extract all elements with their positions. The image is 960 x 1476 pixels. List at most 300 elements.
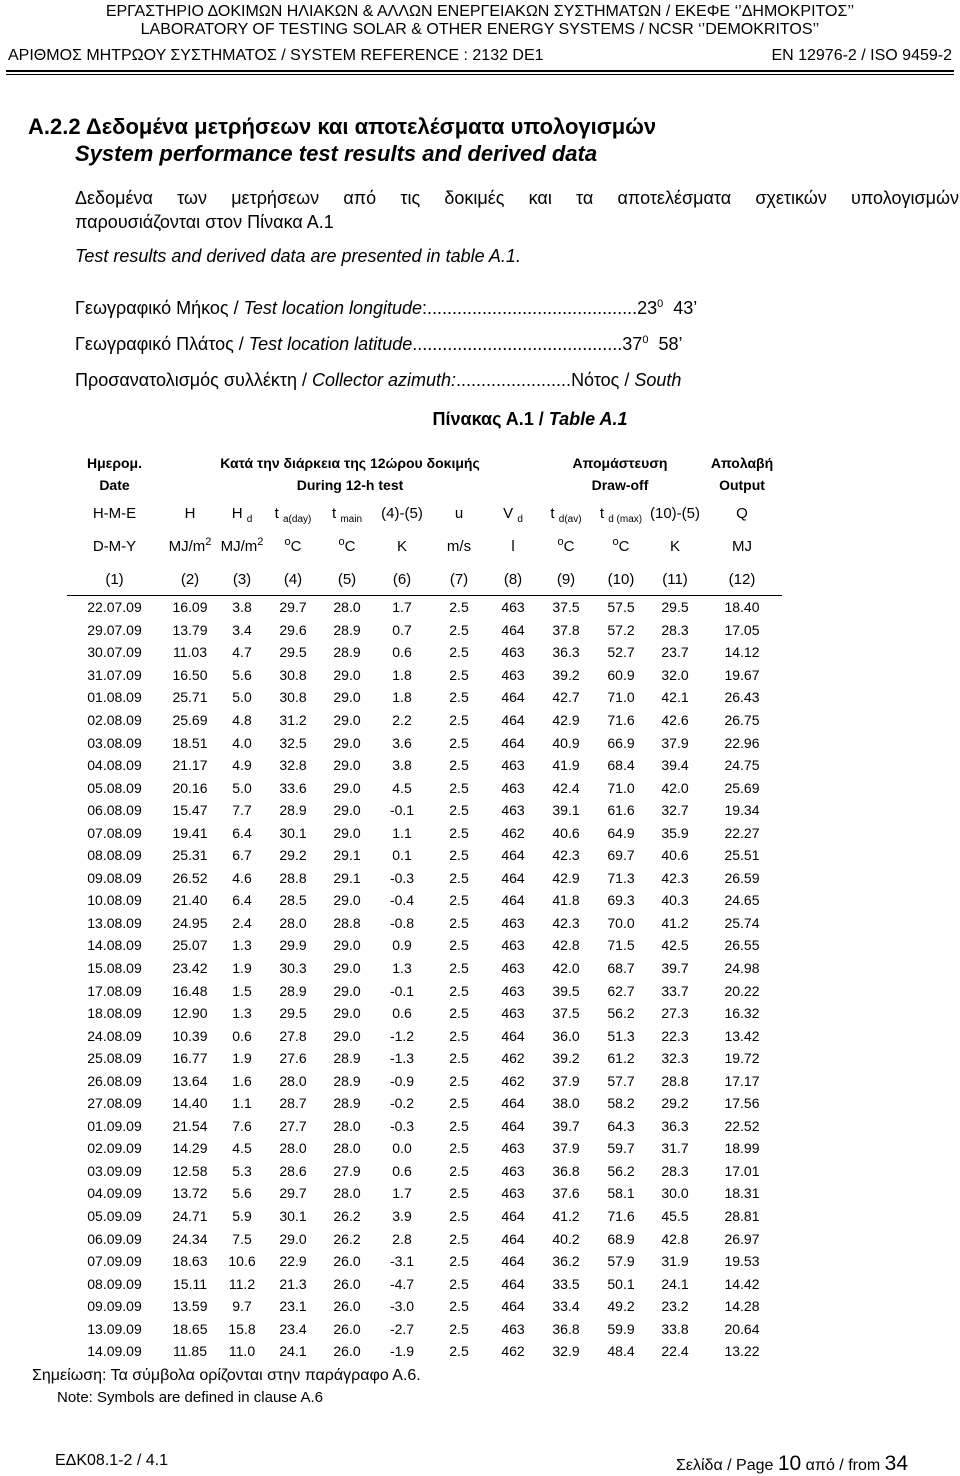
- table-title-english: Table A.1: [548, 409, 628, 429]
- table-cell: -3.1: [389, 1253, 415, 1270]
- column-number: (3): [232, 570, 252, 588]
- table-cell: 0.1: [392, 847, 412, 864]
- table-row: [67, 1069, 782, 1092]
- table-cell: 28.7: [279, 1095, 307, 1112]
- unit-superscript: o: [557, 535, 564, 548]
- table-cell: 22.96: [724, 734, 760, 751]
- table-cell: 71.5: [607, 937, 635, 954]
- table-cell: 28.6: [279, 1162, 307, 1179]
- column-number: (5): [337, 570, 357, 588]
- table-row: [67, 799, 782, 822]
- longitude-leader: :..........................................: [422, 298, 638, 318]
- table-cell: 17.01: [724, 1162, 760, 1179]
- table-cell: 23.7: [661, 644, 689, 661]
- table-cell: 57.7: [607, 1072, 635, 1089]
- table-cell: 462: [501, 1072, 525, 1089]
- table-cell: 29.0: [333, 689, 361, 706]
- table-cell: 24.34: [172, 1230, 208, 1247]
- table-cell: 1.9: [232, 1050, 252, 1067]
- table-cell: 3.9: [392, 1208, 412, 1225]
- column-number: (8): [503, 570, 523, 588]
- table-cell: 36.8: [552, 1162, 580, 1179]
- table-cell: 32.8: [279, 757, 307, 774]
- table-cell: 2.4: [232, 914, 252, 931]
- table-cell: 2.5: [449, 1320, 469, 1337]
- table-cell: 09.08.09: [87, 869, 142, 886]
- table-cell: 2.5: [449, 1253, 469, 1270]
- table-row: [67, 664, 782, 687]
- table-cell: 463: [501, 914, 525, 931]
- group-test: [162, 451, 538, 497]
- table-cell: 27.7: [279, 1117, 307, 1134]
- column-number: (2): [180, 570, 200, 588]
- table-cell: 21.17: [172, 757, 208, 774]
- column-number: (4): [283, 570, 303, 588]
- table-cell: -0.1: [389, 802, 415, 819]
- table-cell: 38.0: [552, 1095, 580, 1112]
- table-cell: 29.0: [333, 734, 361, 751]
- table-cell: 03.09.09: [87, 1162, 142, 1179]
- table-cell: 26.52: [172, 869, 208, 886]
- table-cell: -1.2: [389, 1027, 415, 1044]
- table-cell: -0.9: [389, 1072, 415, 1089]
- table-cell: 5.6: [232, 1185, 252, 1202]
- table-cell: 0.9: [392, 937, 412, 954]
- table-cell: 28.5: [279, 892, 307, 909]
- column-number: (1): [105, 570, 124, 588]
- table-cell: 71.6: [607, 1208, 635, 1225]
- table-cell: 18.08.09: [87, 1005, 142, 1022]
- unit-text: C: [563, 537, 575, 555]
- symbol-subscript: d (max): [608, 513, 643, 525]
- table-cell: 1.8: [392, 689, 412, 706]
- table-cell: 05.09.09: [87, 1208, 142, 1225]
- symbol-header: [374, 497, 430, 529]
- longitude-label-greek: Γεωγραφικό Μήκος /: [75, 298, 244, 318]
- degree-mark: 0: [642, 334, 649, 346]
- group-date-english: Date: [99, 477, 130, 493]
- table-cell: 37.9: [552, 1140, 580, 1157]
- table-cell: 37.9: [661, 734, 689, 751]
- unit-text: D-M-Y: [92, 537, 137, 555]
- table-cell: 68.4: [607, 757, 635, 774]
- table-cell: 40.3: [661, 892, 689, 909]
- table-cell: 463: [488, 596, 538, 619]
- table-cell: 3.6: [392, 734, 412, 751]
- table-cell: 29.0: [333, 802, 361, 819]
- table-cell: 463: [501, 1162, 525, 1179]
- symbol-text: (10)-(5): [649, 504, 700, 522]
- table-cell: 29.0: [279, 1230, 307, 1247]
- table-cell: 39.1: [552, 802, 580, 819]
- table-cell: 31.07.09: [87, 666, 142, 683]
- table-cell: 2.5: [449, 644, 469, 661]
- column-number: (7): [449, 570, 469, 588]
- table-cell: 26.55: [724, 937, 760, 954]
- table-cell: 62.7: [607, 982, 635, 999]
- table-cell: 28.81: [724, 1208, 760, 1225]
- table-cell: 4.9: [232, 757, 252, 774]
- table-cell: 12.58: [172, 1162, 208, 1179]
- table-cell: 28.9: [333, 1095, 361, 1112]
- table-cell: 1.8: [392, 666, 412, 683]
- footer-page-label: Σελίδα / Page: [675, 1457, 778, 1474]
- table-cell: 07.09.09: [87, 1253, 142, 1270]
- table-cell: 12.90: [172, 1005, 208, 1022]
- symbol-header: [594, 497, 648, 529]
- symbol-header: [320, 497, 374, 529]
- unit-text: MJ/m: [168, 537, 206, 555]
- footer-page-info: [676, 1452, 908, 1476]
- table-cell: 61.6: [607, 802, 635, 819]
- latitude-degrees: 37: [622, 334, 643, 354]
- unit-header: [538, 529, 594, 563]
- table-cell: -1.3: [389, 1050, 415, 1067]
- intro-greek-line-2: παρουσιάζονται στον Πίνακα Α.1: [75, 212, 334, 232]
- symbol-subscript: d: [517, 513, 523, 525]
- table-cell: 0.6: [232, 1027, 252, 1044]
- table-cell: 37.8: [552, 621, 580, 638]
- table-cell: 28.9: [279, 802, 307, 819]
- table-cell: 464: [501, 847, 525, 864]
- unit-text: l: [511, 537, 515, 555]
- table-row: [67, 1250, 782, 1273]
- table-cell: 21.3: [279, 1275, 307, 1292]
- table-cell: 68.9: [607, 1230, 635, 1247]
- table-cell: 6.4: [232, 892, 252, 909]
- table-row: [67, 1318, 782, 1341]
- symbol-text: H-M-E: [92, 504, 137, 522]
- table-title-greek: Πίνακας Α.1 /: [432, 409, 549, 429]
- unit-header: [702, 529, 782, 563]
- table-cell: -2.7: [389, 1320, 415, 1337]
- table-cell: 40.6: [661, 847, 689, 864]
- table-cell: 64.3: [607, 1117, 635, 1134]
- table-cell: 1.6: [232, 1072, 252, 1089]
- table-row: [67, 1047, 782, 1070]
- standard-reference: EN 12976-2 / ISO 9459-2: [771, 47, 952, 64]
- symbol-header: [162, 497, 218, 529]
- note-greek: Σημείωση: Τα σύμβολα ορίζονται στην παράγραφο Α.6.: [32, 1367, 421, 1384]
- table-cell: 25.74: [724, 914, 760, 931]
- table-cell: 24.71: [172, 1208, 208, 1225]
- group-test-english: During 12-h test: [296, 477, 404, 493]
- table-cell: 1.3: [232, 1005, 252, 1022]
- table-row: [67, 1137, 782, 1160]
- table-cell: 30.1: [279, 1208, 307, 1225]
- table-cell: 26.59: [724, 869, 760, 886]
- table-symbol-row: [67, 497, 782, 529]
- symbol-text: (4)-(5): [381, 504, 423, 522]
- table-cell: 61.2: [607, 1050, 635, 1067]
- table-cell: 4.6: [232, 869, 252, 886]
- symbol-header: [488, 497, 538, 529]
- table-cell: 18.51: [172, 734, 208, 751]
- table-cell: 27.8: [279, 1027, 307, 1044]
- symbol-header: [67, 497, 162, 529]
- table-cell: 21.40: [172, 892, 208, 909]
- table-cell: 29.0: [333, 960, 361, 977]
- table-cell: 23.1: [279, 1298, 307, 1315]
- table-row: [67, 709, 782, 732]
- table-cell: 42.9: [552, 712, 580, 728]
- table-cell: 58.1: [607, 1185, 635, 1202]
- table-cell: 464: [501, 1027, 525, 1044]
- table-cell: 26.0: [333, 1298, 361, 1315]
- table-cell: 2.5: [449, 869, 469, 886]
- table-cell: 68.7: [607, 960, 635, 977]
- table-cell: 5.0: [232, 689, 252, 706]
- group-date: [67, 451, 162, 497]
- table-cell: 39.5: [552, 982, 580, 999]
- table-cell: 01.08.09: [87, 689, 142, 706]
- table-cell: 58.2: [607, 1095, 635, 1112]
- header-line-3: [8, 47, 952, 65]
- table-cell: 64.9: [607, 824, 635, 841]
- table-cell: 22.52: [724, 1117, 760, 1134]
- table-row: [67, 1092, 782, 1115]
- table-cell: 39.2: [552, 666, 580, 683]
- symbol-subscript: main: [340, 513, 363, 525]
- table-cell: 14.28: [724, 1298, 760, 1315]
- table-cell: 30.07.09: [87, 644, 142, 661]
- latitude-label-english: Test location latitude: [248, 334, 413, 354]
- table-cell: 2.5: [449, 779, 469, 796]
- table-row: [67, 1205, 782, 1228]
- table-cell: 463: [501, 1005, 525, 1022]
- table-cell: 28.9: [333, 644, 361, 661]
- table-cell: 69.3: [607, 892, 635, 909]
- table-cell: 13.59: [172, 1298, 208, 1315]
- symbol-header: [538, 497, 594, 529]
- table-cell: 29.07.09: [87, 621, 142, 638]
- column-number: (12): [728, 570, 756, 588]
- table-title: [0, 409, 960, 430]
- unit-header: [266, 529, 320, 563]
- table-cell: 29.0: [333, 1005, 361, 1022]
- unit-text: C: [344, 537, 356, 555]
- table-row: [67, 1295, 782, 1318]
- table-cell: 1.9: [232, 960, 252, 977]
- table-cell: 463: [501, 1320, 525, 1337]
- group-output-english: Output: [719, 477, 765, 493]
- intro-greek-line-1: Δεδομένα των μετρήσεων από τις δοκιμές και τα αποτελέσματα σχετικών υπολογισμών: [75, 188, 959, 208]
- table-cell: 6.4: [232, 824, 252, 841]
- unit-text: C: [290, 537, 302, 555]
- table-cell: 26.0: [333, 1253, 361, 1270]
- table-cell: 15.11: [173, 1275, 207, 1292]
- longitude-minutes: 43’: [673, 298, 698, 318]
- table-cell: 28.0: [320, 596, 374, 619]
- table-cell: 49.2: [607, 1298, 635, 1315]
- table-cell: 01.09.09: [87, 1117, 142, 1134]
- table-cell: 11.0: [228, 1343, 256, 1360]
- intro-english: Test results and derived data are presented in table A.1.: [75, 246, 521, 266]
- table-cell: 52.7: [607, 644, 635, 661]
- table-cell: 13.08.09: [87, 914, 142, 931]
- table-cell: 69.7: [607, 847, 635, 864]
- table-cell: 18.99: [724, 1140, 760, 1157]
- table-cell: 42.4: [552, 779, 580, 796]
- symbol-text: u: [454, 504, 464, 522]
- table-cell: 0.0: [392, 1140, 412, 1157]
- table-cell: 23.4: [279, 1320, 307, 1337]
- table-cell: 13.09.09: [87, 1320, 142, 1337]
- symbol-header: [430, 497, 488, 529]
- table-row: [67, 1024, 782, 1047]
- table-cell: 28.9: [333, 1072, 361, 1089]
- table-cell: 41.2: [552, 1208, 580, 1225]
- symbol-text: t: [331, 504, 337, 522]
- table-cell: 22.4: [661, 1343, 689, 1360]
- table-cell: 0.6: [392, 1005, 412, 1022]
- table-cell: 463: [501, 666, 525, 683]
- table-cell: 04.08.09: [87, 757, 142, 774]
- table-cell: 39.4: [661, 757, 689, 774]
- table-row: [67, 1182, 782, 1205]
- table-cell: 14.12: [724, 644, 760, 661]
- table-cell: 464: [501, 1230, 525, 1247]
- symbol-header: [648, 497, 702, 529]
- table-cell: 464: [501, 892, 525, 909]
- table-cell: 462: [501, 1343, 525, 1360]
- table-cell: 462: [501, 1050, 525, 1067]
- table-cell: 71.0: [607, 779, 635, 796]
- table-cell: 7.5: [232, 1230, 252, 1247]
- table-cell: 13.64: [172, 1072, 208, 1089]
- table-cell: 27.3: [661, 1005, 689, 1022]
- group-drawoff-english: Draw-off: [591, 477, 649, 493]
- table-cell: 19.53: [724, 1253, 760, 1270]
- table-cell: 42.3: [552, 914, 580, 931]
- table-cell: 17.17: [724, 1072, 760, 1089]
- longitude-line: [75, 298, 697, 319]
- table-cell: 26.08.09: [87, 1072, 142, 1089]
- table-cell: 29.0: [333, 824, 361, 841]
- unit-header: [430, 529, 488, 563]
- table-cell: 14.42: [724, 1275, 760, 1292]
- table-cell: 22.07.09: [67, 596, 162, 619]
- footer-page-total: 34: [884, 1452, 908, 1475]
- header-line-2: LABORATORY OF TESTING SOLAR & OTHER ENERGY SYSTEMS / NCSR ‘’DEMOKRITOS’’: [140, 21, 820, 38]
- table-cell: 5.3: [232, 1162, 252, 1179]
- table-cell: 08.08.09: [87, 847, 142, 864]
- table-cell: 29.5: [279, 644, 307, 661]
- unit-superscript: 2: [257, 535, 264, 548]
- unit-header: [374, 529, 430, 563]
- table-cell: 29.7: [279, 1185, 307, 1202]
- table-cell: 2.5: [449, 666, 469, 683]
- table-cell: -0.3: [389, 869, 415, 886]
- table-cell: 2.5: [449, 960, 469, 977]
- table-cell: 09.09.09: [87, 1298, 142, 1315]
- table-cell: 2.5: [449, 1140, 469, 1157]
- table-cell: 40.9: [552, 734, 580, 751]
- table-cell: 1.5: [232, 982, 252, 999]
- table-cell: 7.6: [232, 1117, 252, 1134]
- table-cell: 42.3: [552, 847, 580, 864]
- table-cell: 4.8: [232, 712, 252, 728]
- table-cell: 20.16: [172, 779, 208, 796]
- table-cell: 28.0: [279, 1140, 307, 1157]
- table-cell: 02.09.09: [87, 1140, 142, 1157]
- table-cell: 04.09.09: [87, 1185, 142, 1202]
- table-cell: 59.7: [607, 1140, 635, 1157]
- table-cell: 20.64: [724, 1320, 760, 1337]
- table-cell: 2.5: [449, 892, 469, 909]
- table-cell: 07.08.09: [87, 824, 142, 841]
- table-cell: 7.7: [232, 802, 252, 819]
- table-cell: 25.31: [172, 847, 208, 864]
- azimuth-label-greek: Προσανατολισμός συλλέκτη /: [75, 370, 312, 390]
- header-line-1: ΕΡΓΑΣΤΗΡΙΟ ΔΟΚΙΜΩΝ ΗΛΙΑΚΩΝ & ΑΛΛΩΝ ΕΝΕΡΓΕΙΑΚΩΝ ΣΥΣΤΗΜΑΤΩΝ / ΕΚΕΦΕ ‘’ΔΗΜΟΚΡΙΤΟΣ’’: [105, 3, 855, 20]
- table-cell: 22.3: [661, 1027, 689, 1044]
- unit-header: [320, 529, 374, 563]
- table-cell: 29.1: [333, 869, 361, 886]
- table-cell: 10.6: [228, 1253, 256, 1270]
- table-cell: 66.9: [607, 734, 635, 751]
- unit-superscript: o: [612, 535, 619, 548]
- table-cell: 29.6: [279, 621, 307, 638]
- table-cell: 41.2: [661, 914, 689, 931]
- azimuth-label-english: Collector azimuth:: [311, 370, 457, 390]
- table-cell: 24.1: [661, 1275, 689, 1292]
- table-cell: 2.5: [449, 802, 469, 819]
- table-cell: -1.9: [389, 1343, 415, 1360]
- symbol-header: [218, 497, 266, 529]
- table-cell: 22.27: [724, 824, 760, 841]
- symbol-text: H: [231, 504, 243, 522]
- table-cell: 27.08.09: [87, 1095, 142, 1112]
- table-cell: 464: [501, 689, 525, 706]
- azimuth-value-greek: Νότος /: [571, 370, 635, 390]
- table-cell: 20.22: [724, 982, 760, 999]
- footer-doc-code: ΕΔΚ08.1-2 / 4.1: [55, 1452, 168, 1469]
- table-cell: 23.2: [661, 1298, 689, 1315]
- symbol-text: Q: [736, 504, 748, 522]
- table-cell: 40.2: [552, 1230, 580, 1247]
- header-rule-thin: [6, 74, 954, 75]
- table-row: [67, 731, 782, 754]
- table-row: [67, 957, 782, 980]
- table-cell: 25.69: [172, 712, 208, 728]
- table-cell: 2.5: [449, 1208, 469, 1225]
- unit-superscript: o: [284, 535, 291, 548]
- table-cell: 42.6: [661, 712, 689, 728]
- table-cell: 14.40: [172, 1095, 208, 1112]
- table-row: [67, 754, 782, 777]
- latitude-label-greek: Γεωγραφικό Πλάτος /: [75, 334, 249, 354]
- table-cell: 56.2: [607, 1005, 635, 1022]
- unit-text: C: [618, 537, 630, 555]
- footer-from-label: από / from: [801, 1457, 885, 1474]
- table-cell: 24.08.09: [87, 1027, 142, 1044]
- table-cell: 2.5: [449, 1050, 469, 1067]
- table-cell: 29.0: [333, 779, 361, 796]
- table-cell: 0.7: [392, 621, 412, 638]
- table-cell: 57.2: [607, 621, 635, 638]
- table-cell: -0.4: [389, 892, 415, 909]
- unit-text: K: [396, 537, 407, 555]
- table-cell: 463: [501, 1140, 525, 1157]
- symbol-header: [266, 497, 320, 529]
- table-row: [67, 641, 782, 664]
- table-cell: 16.48: [172, 982, 208, 999]
- table-cell: 464: [501, 1117, 525, 1134]
- table-cell: 32.9: [552, 1343, 580, 1360]
- table-cell: 13.42: [724, 1027, 760, 1044]
- table-cell: 29.9: [279, 937, 307, 954]
